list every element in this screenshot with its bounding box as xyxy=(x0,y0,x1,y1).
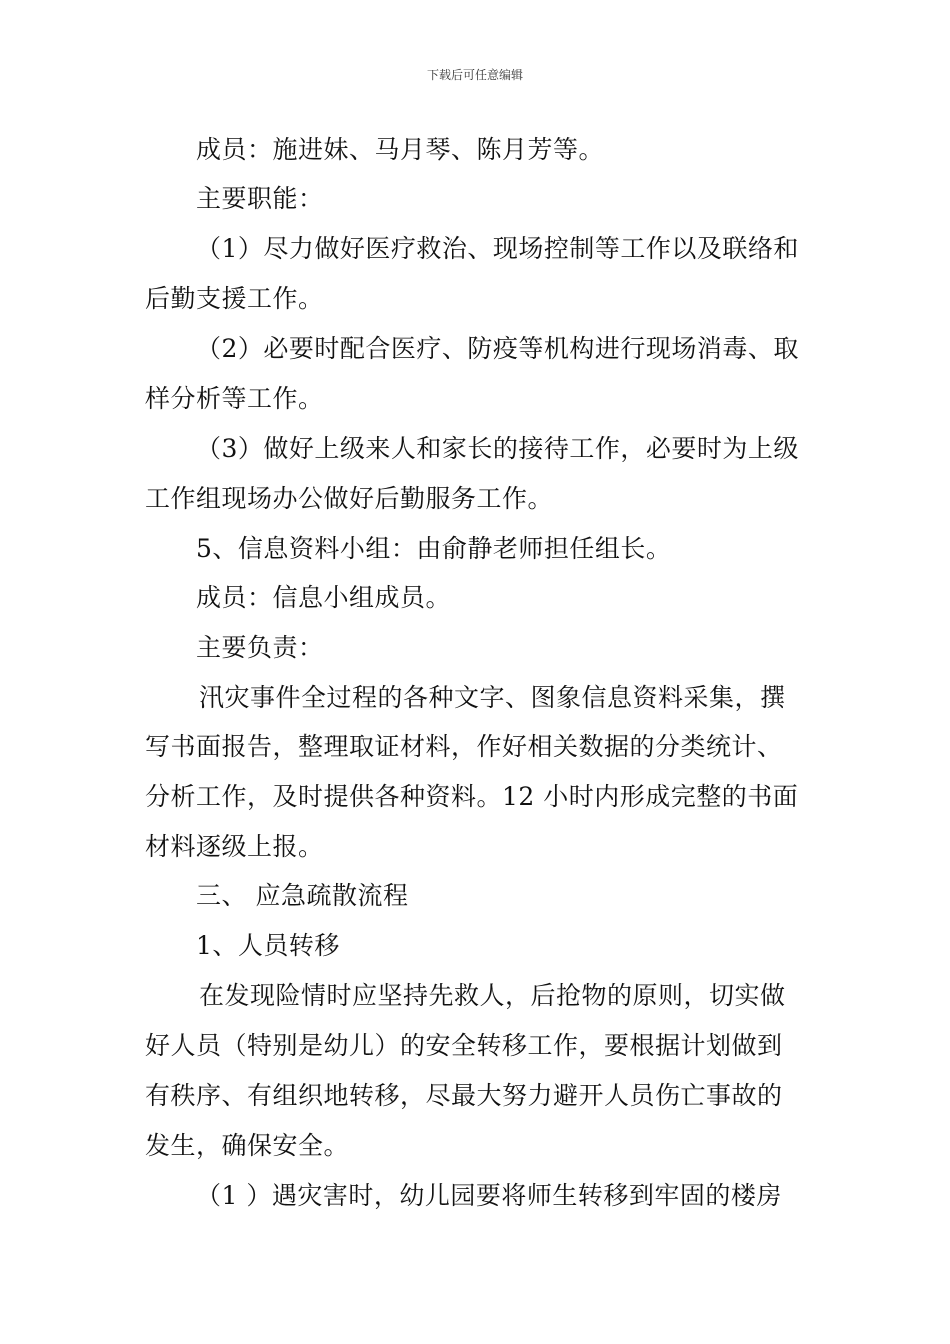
text-line: （3）做好上级来人和家长的接待工作，必要时为上级 xyxy=(196,434,799,463)
text-line: 5、信息资料小组：由俞静老师担任组长。 xyxy=(196,534,672,563)
text-line: 样分析等工作。 xyxy=(145,384,324,413)
text-line: （2）必要时配合医疗、防疫等机构进行现场消毒、取 xyxy=(196,334,799,363)
text-line: 1、人员转移 xyxy=(196,931,340,960)
text-line: 后勤支援工作。 xyxy=(145,284,324,313)
text-line: （1）尽力做好医疗救治、现场控制等工作以及联络和 xyxy=(196,234,799,263)
text-line: 有秩序、有组织地转移，尽最大努力避开人员伤亡事故的 xyxy=(145,1081,783,1110)
text-line: （1 ）遇灾害时，幼儿园要将师生转移到牢固的楼房 xyxy=(196,1181,782,1210)
text-line: 汛灾事件全过程的各种文字、图象信息资料采集，撰 xyxy=(199,683,786,712)
text-line: 分析工作，及时提供各种资料。12 小时内形成完整的书面 xyxy=(145,782,799,811)
text-line: 成员：施进妹、马月琴、陈月芳等。 xyxy=(196,135,605,164)
text-line: 工作组现场办公做好后勤服务工作。 xyxy=(145,484,554,513)
text-line: 材料逐级上报。 xyxy=(145,832,324,861)
text-line: 在发现险情时应坚持先救人，后抢物的原则，切实做 xyxy=(199,981,786,1010)
text-line: 三、 应急疏散流程 xyxy=(196,881,409,910)
page-header: 下载后可任意编辑 xyxy=(426,68,523,82)
text-line: 发生，确保安全。 xyxy=(145,1131,350,1160)
text-line: 主要负责： xyxy=(196,633,324,662)
text-line: 好人员（特别是幼儿）的安全转移工作，要根据计划做到 xyxy=(145,1031,783,1060)
text-line: 成员：信息小组成员。 xyxy=(196,583,452,612)
text-line: 写书面报告，整理取证材料，作好相关数据的分类统计、 xyxy=(145,732,783,761)
text-line: 主要职能： xyxy=(196,184,324,213)
